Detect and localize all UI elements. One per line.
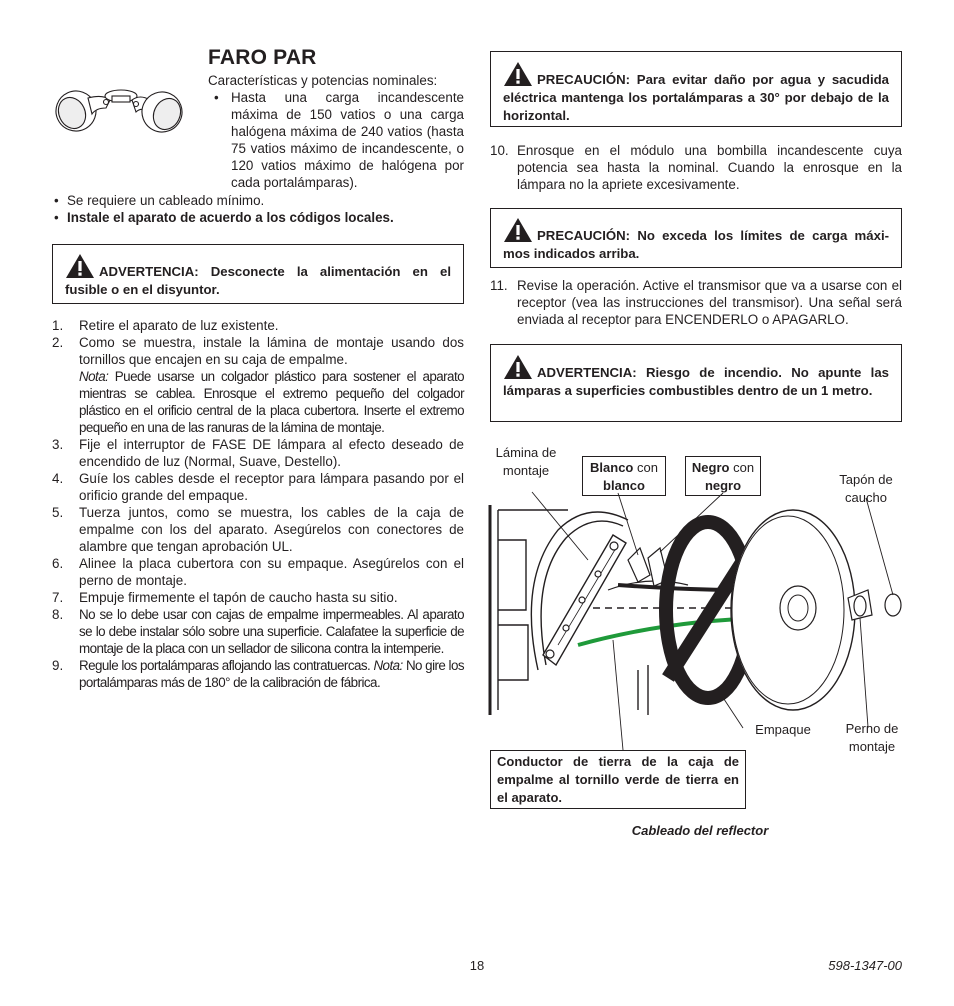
- step-3: 3. Fije el interruptor de FASE DE lámpara al efecto deseado de encendido de luz (Normal, Suave, Destello).: [52, 437, 464, 469]
- step-10: 10. Enrosque en el módulo una bombilla incandescente cuya potencia sea hasta la nominal. Cuando la enrosque en la lámpara no la apriete excesivamente.: [490, 143, 902, 192]
- caution-box-load: [490, 208, 902, 268]
- label-ground-conductor: Conductor de tierra de la caja de empalme al tornillo verde de tierra en el aparato.: [490, 750, 746, 809]
- step-6: 6. Alinee la placa cubertora con su empaque. Asegúrelos con el perno de montaje.: [52, 556, 464, 588]
- warning-text: Riesgo de incendio. No apunte las lámparas a superficies combustibles dentro de un 1 metro.: [503, 365, 889, 398]
- note-text: Puede usarse un colgador plástico para sostener el aparato mientras se cablea. Enrosque el extremo pequeño del colgador plástico en el orificio central de la placa cubertora. Inserte el extremo pequeño en una de las ranuras de la lámina de montaje.: [79, 369, 465, 435]
- par-fixture-illustration: [48, 78, 188, 138]
- warning-box-fire: [490, 344, 902, 422]
- page-title: FARO PAR: [208, 46, 317, 69]
- step-1: 1. Retire el aparato de luz existente.: [52, 318, 279, 333]
- caution-box-water: [490, 51, 902, 127]
- step-8: 8. No se lo debe usar con cajas de empalme impermeables. Al aparato se lo debe instalar sólo sobre una superficie. Calafatee la superficie de montaje de la placa con un sellador de silicona contra la intemperie.: [52, 607, 464, 656]
- caution-label: PRECAUCIÓN:: [537, 72, 631, 87]
- label-black-wires: Negro con negro: [685, 456, 761, 496]
- requirements-list: [52, 192, 464, 226]
- ratings-section: [208, 72, 464, 191]
- label-gasket: Empaque: [755, 722, 811, 737]
- page-number: 18: [469, 958, 485, 973]
- bullet-wiring-text: Se requiere un cableado mínimo.: [67, 193, 265, 208]
- warning-label: ADVERTENCIA:: [537, 365, 637, 380]
- caution-text: No exceda los límites de carga máxi-mos indicados arriba.: [503, 228, 889, 261]
- warning-box-power: [52, 244, 464, 304]
- document-number: 598-1347-00: [828, 958, 902, 973]
- bullet-codes-text: Instale el aparato de acuerdo a los códigos locales.: [67, 210, 394, 225]
- diagram-caption: Cableado del reflector: [631, 823, 769, 838]
- label-mounting-bolt: Perno de montaje: [845, 721, 899, 754]
- step-2: 2. Como se muestra, instale la lámina de montaje usando dos tornillos que encajen en su caja de empalme. Nota: Puede usarse un colgador plástico para sostener el aparato mientras se cablea. Enrosque el extremo pequeño del colgador plástico en el orificio central de la placa cubertora. Inserte el extremo pequeño en una de las ranuras de la lámina de montaje.: [52, 335, 465, 435]
- warning-label: ADVERTENCIA:: [99, 264, 199, 279]
- step-4: 4. Guíe los cables desde el receptor para lámpara pasando por el orificio grande del empaque.: [52, 471, 464, 503]
- caution-text: Para evitar daño por agua y sacudida eléctrica mantenga los portalámparas a 30° por debajo de la horizontal.: [503, 72, 889, 123]
- label-mounting-strap: Lámina de montaje: [495, 445, 557, 478]
- step-11: 11. Revise la operación. Active el transmisor que va a usarse con el receptor (vea las instrucciones del transmisor). Una señal será enviada al receptor para ENCENDERLO o APAGARLO.: [490, 278, 902, 327]
- warning-text: Desconecte la alimentación en el fusible o en el disyuntor.: [65, 264, 452, 297]
- bullet-wiring: • Se requiere un cableado mínimo.: [54, 193, 265, 208]
- warning-triangle-icon: [503, 61, 533, 87]
- warning-triangle-icon: [503, 354, 533, 380]
- label-white-wires: Blanco con blanco: [582, 456, 666, 496]
- caution-label: PRECAUCIÓN:: [537, 228, 631, 243]
- warning-triangle-icon: [503, 217, 533, 243]
- instruction-steps-left: [52, 317, 464, 691]
- ratings-intro: Características y potencias nominales:: [208, 73, 438, 88]
- warning-triangle-icon: [65, 253, 95, 279]
- bullet-codes: • Instale el aparato de acuerdo a los códigos locales.: [54, 210, 394, 225]
- note-label: Nota:: [79, 369, 109, 384]
- label-rubber-plug: Tapón de caucho: [839, 472, 893, 505]
- step-9: 9. Regule los portalámparas aflojando las contratuercas. Nota: No gire los portalámparas más de 180° de la calibración de fábrica.: [52, 658, 465, 690]
- ratings-bullet-text: Hasta una carga incandescente máxima de 150 vatios o una carga halógena máxima de 240 vatios (hasta 75 vatios máximo de incandescente, o 120 vatios máximo de halógena por cada portalámparas).: [231, 90, 464, 190]
- note-label: Nota:: [373, 658, 403, 673]
- step-5: 5. Tuerza juntos, como se muestra, los cables de la caja de empalme con los del aparato. Asegúrelos con conectores de alambre que tengan aprobación UL.: [52, 505, 464, 554]
- step-7: 7. Empuje firmemente el tapón de caucho hasta su sitio.: [52, 590, 398, 605]
- ratings-bullet: • Hasta una carga incandescente máxima de 150 vatios o una carga halógena máxima de 240 vatios (hasta 75 vatios máximo de incandescente, o 120 vatios máximo de halógena por cada portalámparas).: [214, 90, 464, 190]
